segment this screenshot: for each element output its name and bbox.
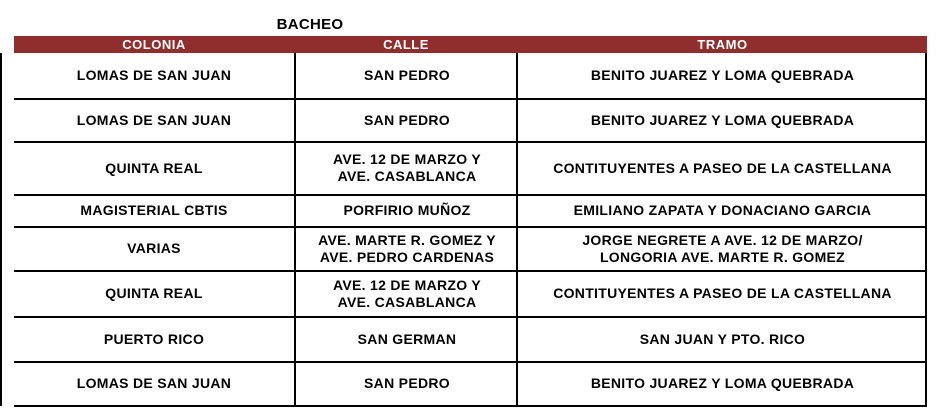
- cell-tramo: BENITO JUAREZ Y LOMA QUEBRADA: [590, 111, 855, 128]
- cell-calle: SAN PEDRO: [364, 67, 450, 83]
- cell-tramo: BENITO JUAREZ Y LOMA QUEBRADA: [590, 375, 855, 391]
- cell-calle: AVE. 12 DE MARZO Y AVE. CASABLANCA: [332, 151, 482, 184]
- table-title: BACHEO: [276, 16, 344, 33]
- cell-colonia: PUERTO RICO: [103, 330, 205, 347]
- cell-tramo: JORGE NEGRETE A AVE. 12 DE MARZO/ LONGORIA AVE. MARTE R. GOMEZ: [582, 231, 863, 265]
- cell-colonia: MAGISTERIAL CBTIS: [80, 202, 228, 218]
- cell-tramo: CONTITUYENTES A PASEO DE LA CASTELLANA: [553, 285, 892, 301]
- cell-calle: SAN PEDRO: [364, 375, 450, 391]
- header-tramo: TRAMO: [697, 37, 748, 52]
- cell-colonia: LOMAS DE SAN JUAN: [76, 111, 232, 128]
- cell-colonia: VARIAS: [127, 240, 181, 256]
- row-divider: [14, 405, 927, 407]
- header-calle: CALLE: [383, 37, 429, 52]
- cell-calle: SAN GERMAN: [357, 330, 457, 347]
- column-divider: [0, 53, 2, 406]
- cell-calle: PORFIRIO MUÑOZ: [343, 202, 471, 218]
- header-colonia: COLONIA: [122, 37, 186, 52]
- column-divider: [516, 53, 518, 406]
- column-divider: [294, 53, 296, 406]
- cell-colonia: LOMAS DE SAN JUAN: [76, 375, 232, 391]
- cell-tramo: CONTITUYENTES A PASEO DE LA CASTELLANA: [553, 159, 892, 176]
- cell-colonia: QUINTA REAL: [105, 285, 203, 301]
- cell-calle: AVE. 12 DE MARZO Y AVE. CASABLANCA: [332, 276, 482, 310]
- table-header: [14, 36, 927, 53]
- cell-colonia: LOMAS DE SAN JUAN: [76, 67, 232, 83]
- cell-colonia: QUINTA REAL: [105, 159, 203, 176]
- cell-calle: SAN PEDRO: [364, 111, 450, 128]
- cell-tramo: BENITO JUAREZ Y LOMA QUEBRADA: [590, 67, 855, 83]
- column-divider: [925, 53, 927, 406]
- cell-calle: AVE. MARTE R. GOMEZ Y AVE. PEDRO CARDENAS: [318, 231, 496, 265]
- cell-tramo: EMILIANO ZAPATA Y DONACIANO GARCIA: [573, 202, 872, 218]
- bacheo-table: [14, 53, 927, 406]
- cell-tramo: SAN JUAN Y PTO. RICO: [639, 330, 806, 347]
